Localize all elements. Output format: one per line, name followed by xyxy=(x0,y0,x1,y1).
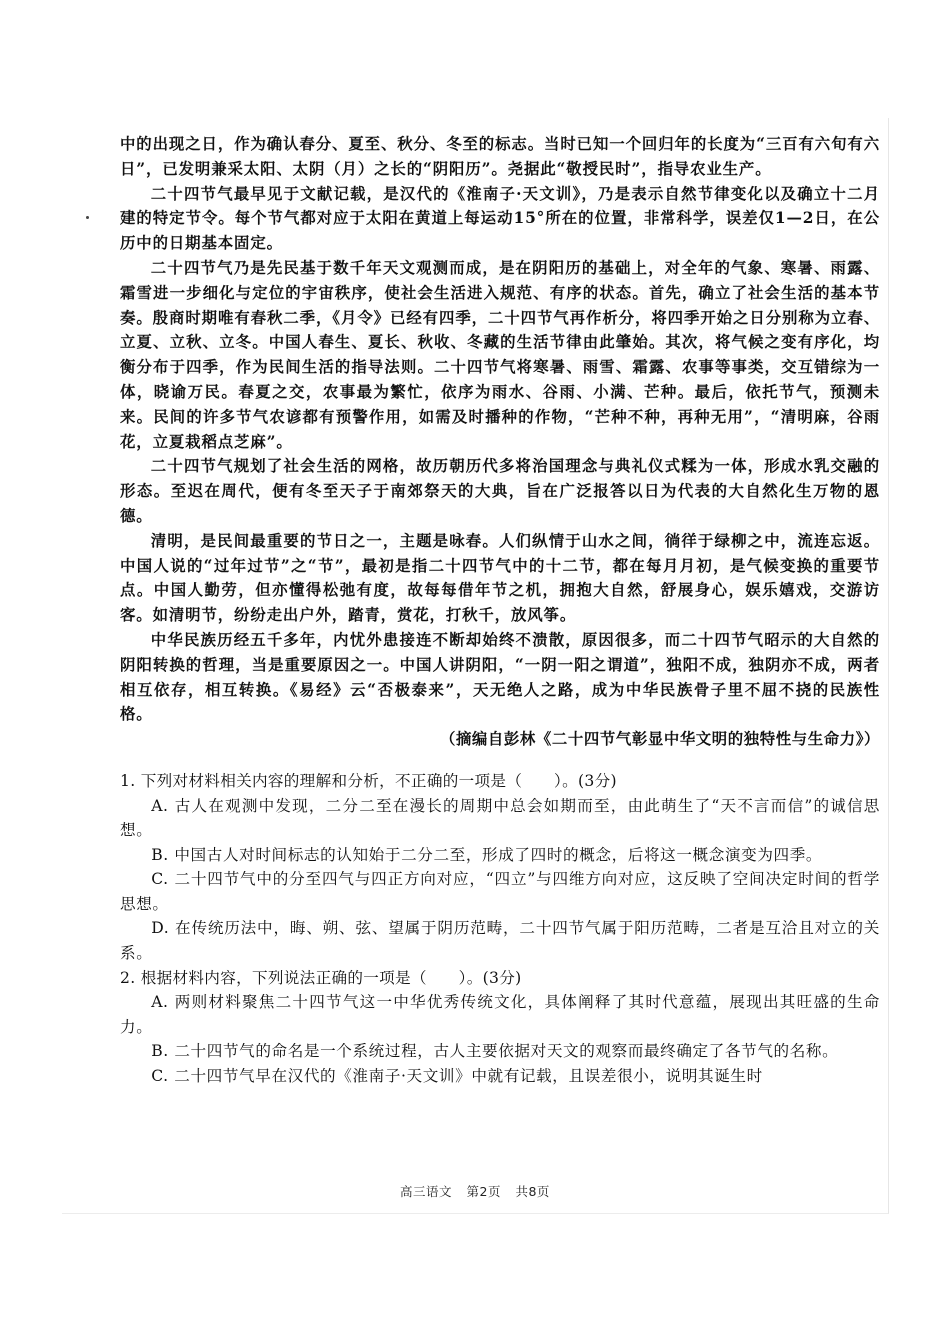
passage-paragraph: 清明，是民间最重要的节日之一，主题是咏春。人们纵情于山水之间，徜徉于绿柳之中，流连忘返。中国人说的“过年过节”之“节”，最初是指二十四节气中的十二节，都在每月月初，是气候变换的重要节点。中国人勤劳，但亦懂得松弛有度，故每每借年节之机，拥抱大自然，舒展身心，娱乐嬉戏，交游访客。如清明节，纷纷走出户外，踏青，赏花，打秋千，放风筝。 xyxy=(120,531,880,625)
option-c: C. 二十四节气中的分至四气与四正方向对应，“四立”与四维方向对应，这反映了空间决定时间的哲学思想。 xyxy=(120,870,880,913)
question-section xyxy=(120,769,880,1089)
option-c: C. 二十四节气早在汉代的《淮南子·天文训》中就有记载，且误差很小，说明其诞生时 xyxy=(151,1067,763,1086)
passage-source: （摘编自彭林《二十四节气彰显中华文明的独特性与生命力》） xyxy=(439,730,880,749)
passage-paragraph: 中的出现之日，作为确认春分、夏至、秋分、冬至的标志。当时已知一个回归年的长度为“三百有六旬有六日”，已发明兼采太阳、太阴（月）之长的“阴阳历”。尧据此“敬授民时”，指导农业生产。 xyxy=(120,135,880,178)
passage-paragraph: 二十四节气最早见于文献记载，是汉代的《淮南子·天文训》，乃是表示自然节律变化以及确立十二月建的特定节令。每个节气都对应于太阳在黄道上每运动15°所在的位置，非常科学，误差仅1—2日，在公历中的日期基本固定。 xyxy=(120,184,880,253)
page-content xyxy=(120,132,880,1089)
passage-paragraph: 二十四节气乃是先民基于数千年天文观测而成，是在阴阳历的基础上，对全年的气象、寒暑、雨露、霜雪进一步细化与定位的宇宙秩序，使社会生活进入规范、有序的状态。首先，确立了社会生活的基本节奏。殷商时期唯有春秋二季，《月令》已经有四季，二十四节气再作析分，将四季开始之日分别称为立春、立夏、立秋、立冬。中国人春生、夏长、秋收、冬藏的生活节律由此肇始。其次，将气候之变有序化，均衡分布于四季，作为民间生活的指导法则。二十四节气将寒暑、雨雪、霜露、农事等事类，交互错综为一体，晓谕万民。春夏之交，农事最为繁忙，依序为雨水、谷雨、小满、芒种。最后，依托节气，预测未来。民间的许多节气农谚都有预警作用，如需及时播种的作物，“芒种不种，再种无用”，“清明麻，谷雨花，立夏栽稻点芝麻”。 xyxy=(120,258,880,451)
option-a: A. 古人在观测中发现，二分二至在漫长的周期中总会如期而至，由此萌生了“天不言而信”的诚信思想。 xyxy=(120,796,880,840)
option-b: B. 中国古人对时间标志的认知始于二分二至，形成了四时的概念，后将这一概念演变为四季。 xyxy=(151,845,823,864)
reading-passage xyxy=(120,132,880,752)
passage-paragraph: 二十四节气规划了社会生活的网格，故历朝历代多将治国理念与典礼仪式糅为一体，形成水乳交融的形态。至迟在周代，便有冬至天子于南郊祭天的大典，旨在广泛报答以日为代表的大自然化生万物的恩德。 xyxy=(120,457,880,525)
option-a: A. 两则材料聚焦二十四节气这一中华优秀传统文化，具体阐释了其时代意蕴，展现出其旺盛的生命力。 xyxy=(120,993,880,1036)
option-d: D. 在传统历法中，晦、朔、弦、望属于阴历范畴，二十四节气属于阳历范畴，二者是互洽且对立的关系。 xyxy=(120,919,880,963)
passage-paragraph: 中华民族历经五千多年，内忧外患接连不断却始终不溃散，原因很多，而二十四节气昭示的大自然的阴阳转换的哲理，当是重要原因之一。中国人讲阴阳，“一阴一阳之谓道”，独阳不成，独阴亦不成，两者相互依存，相互转换。《易经》云“否极泰来”，天无绝人之路，成为中华民族骨子里不屈不挠的民族性格。 xyxy=(120,630,880,724)
footer-total-pages: 共8页 xyxy=(515,1184,550,1199)
page-footer xyxy=(0,1182,950,1200)
question-stem: 2. 根据材料内容，下列说法正确的一项是（ ）。(3分) xyxy=(120,968,522,987)
option-b: B. 二十四节气的命名是一个系统过程，古人主要依据对天文的观察而最终确定了各节气的名称。 xyxy=(151,1042,839,1061)
exam-page xyxy=(62,118,889,1214)
footer-subject: 高三语文 xyxy=(400,1184,453,1199)
question-stem: 1. 下列对材料相关内容的理解和分析，不正确的一项是（ ）。(3分) xyxy=(120,771,617,790)
question-2 xyxy=(120,966,880,1089)
footer-page-number: 第2页 xyxy=(466,1184,501,1199)
question-1 xyxy=(120,769,880,966)
